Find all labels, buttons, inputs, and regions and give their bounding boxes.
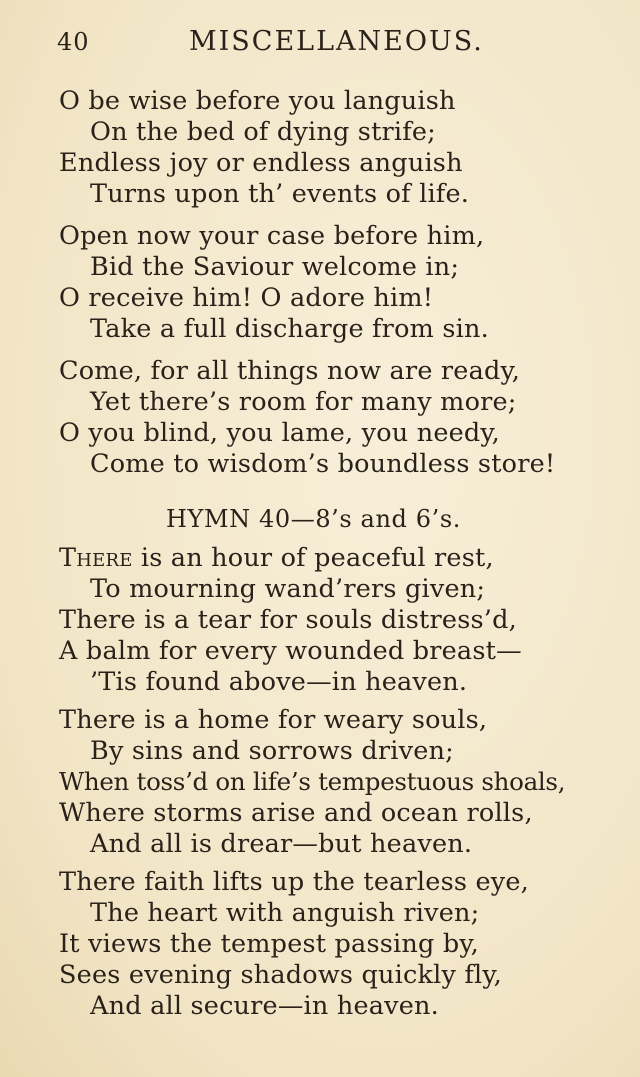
- first-word: There: [59, 543, 133, 573]
- verse-line: [59, 543, 494, 573]
- verse-line: There faith lifts up the tearless eye,: [59, 867, 529, 897]
- verse-line: To mourning wand’rers given;: [90, 574, 486, 604]
- verse-line: There is a home for weary souls,: [59, 705, 488, 735]
- verse-line: And all secure—in heaven.: [90, 991, 439, 1021]
- verse-line: There is a tear for souls distress’d,: [59, 605, 517, 635]
- verse-line: Where storms arise and ocean rolls,: [59, 798, 533, 828]
- verse-line: O you blind, you lame, you needy,: [59, 418, 500, 448]
- page-header: [57, 22, 484, 62]
- verse-line: And all is drear—but heaven.: [90, 829, 473, 859]
- hymn-title: HYMN 40—8’s and 6’s.: [166, 505, 461, 533]
- verse-line: Open now your case before him,: [59, 221, 485, 251]
- verse-line: It views the tempest passing by,: [59, 929, 479, 959]
- verse-line: O receive him! O adore him!: [59, 283, 434, 313]
- verse-line: On the bed of dying strife;: [90, 117, 436, 147]
- verse-line: O be wise before you languish: [59, 86, 456, 116]
- verse-line: Yet there’s room for many more;: [90, 387, 517, 417]
- verse-line: By sins and sorrows driven;: [90, 736, 454, 766]
- verse-line: Turns upon th’ events of life.: [90, 179, 470, 209]
- page-number: 40: [57, 28, 90, 56]
- verse-line: Endless joy or endless anguish: [59, 148, 463, 178]
- verse-line: A balm for every wounded breast—: [59, 636, 522, 666]
- verse-line: When toss’d on life’s tempestuous shoals,: [59, 767, 566, 796]
- verse-line: Sees evening shadows quickly fly,: [59, 960, 502, 990]
- verse-line: Bid the Saviour welcome in;: [90, 252, 460, 282]
- verse-line: Come, for all things now are ready,: [59, 356, 521, 386]
- verse-line: The heart with anguish riven;: [90, 898, 480, 928]
- verse-line: Take a full discharge from sin.: [90, 314, 489, 344]
- running-head: MISCELLANEOUS.: [189, 26, 484, 57]
- first-line-rest: is an hour of peaceful rest,: [140, 543, 494, 573]
- verse-line: Come to wisdom’s boundless store!: [90, 449, 556, 479]
- verse-line: ’Tis found above—in heaven.: [90, 667, 468, 697]
